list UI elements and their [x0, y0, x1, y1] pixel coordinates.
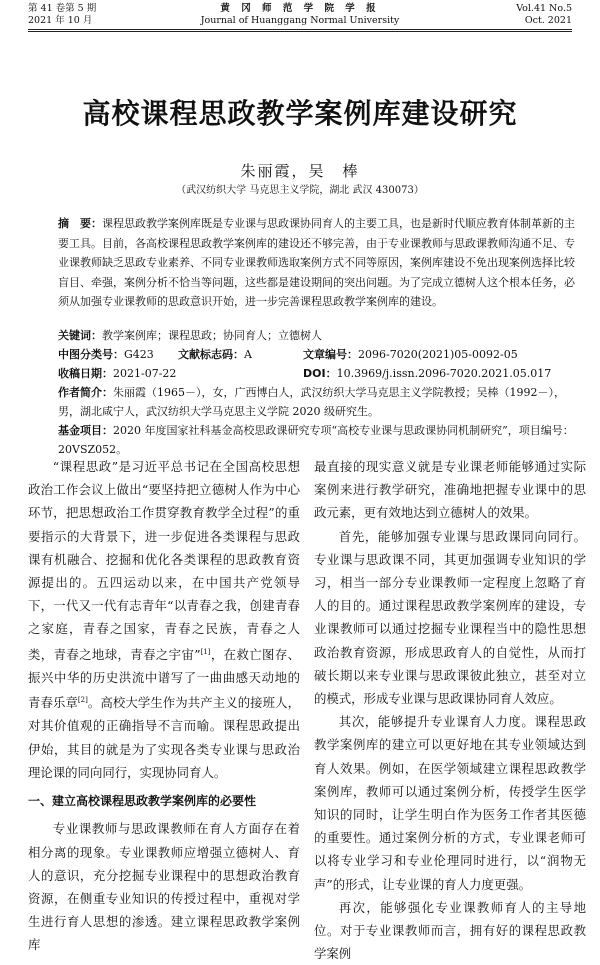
- paragraph: [28, 455, 300, 784]
- date-cn: 2021 年 10 月: [28, 15, 93, 26]
- author-bio-text: 朱丽霞（1965－），女，广西博白人，武汉纺织大学马克思主义学院教授；吴棒（1992－），男，湖北咸宁人，武汉纺织大学马克思主义学院 2020 级研究生。: [58, 386, 565, 418]
- keywords-label: 关键词：: [58, 329, 102, 342]
- paragraph: 再次，能够强化专业课教师育人的主导地位。对于专业课教师而言，拥有好的课程思政教学案例: [314, 899, 586, 962]
- header-right: [516, 3, 572, 27]
- abstract-text: 课程思政教学案例库既是专业课与思政课协同育人的主要工具，也是新时代顺应教育体制革新的主要工具。目前，各高校课程思政教学案例库的建设还不够完善，由于专业课教师与思政课教师沟通不足、专业课教师缺乏思政专业素养、不同专业课教师选取案例方式不同等原因，案例库建设不免出现案例选择比较盲目、牵强，案例分析不恰当等问题，这些都是建设期间的突出问题。为了完成立德树人这个根本任务，必须从加强专业课教师的思政意识开始，进一步完善课程思政教学案例库的建设。: [58, 217, 575, 308]
- header-rule-thin: [28, 31, 572, 32]
- author-bio: [58, 383, 582, 421]
- author-bio-label: 作者简介：: [58, 386, 113, 399]
- abstract-label: 摘 要：: [58, 217, 102, 230]
- received-row: [58, 364, 582, 383]
- fund-text: 2020 年度国家社科基金高校思政课研究专项“高校专业课与思政课协同机制研究”，项目编号：20VSZ052。: [58, 424, 574, 456]
- paragraph-text: ，在救亡图存、振兴中华的历史洪流中谱写了一曲曲感天动地的青春乐章: [28, 646, 300, 711]
- date-en: Oct. 2021: [524, 15, 572, 26]
- code-label: 文献标志码：: [178, 348, 244, 361]
- running-header: [0, 0, 600, 30]
- citation: [1]: [200, 647, 211, 656]
- abstract: [58, 214, 582, 312]
- paragraph: 首先，能够加强专业课与思政课同向同行。专业课与思政课不同，其更加强调专业知识的学习，相当一部分专业课教师一定程度上忽略了育人的目的。通过课程思政教学案例库的建设，专业课教师可以通过挖掘专业课程当中的隐性思想政治教育资源，形成思政育人的自觉性，从而打破长期以来专业课与思政课彼此独立，甚至对立的模式，形成专业课与思政课协同育人效应。: [314, 528, 586, 707]
- clc-value: G423: [124, 348, 154, 361]
- paper-title: 高校课程思政教学案例库建设研究: [82, 97, 518, 130]
- keywords-text: 教学案例库；课程思政；协同育人；立德树人: [102, 329, 322, 342]
- body-column-right: [314, 455, 586, 965]
- keywords-row: [58, 326, 582, 345]
- received-label: 收稿日期：: [58, 367, 113, 380]
- journal-name-cn: 黄 冈 师 范 学 院 学 报: [220, 3, 380, 14]
- clc-label: 中图分类号：: [58, 348, 124, 361]
- citation: [2]: [77, 696, 88, 705]
- volume-cn: 第 41 卷第 5 期: [28, 3, 97, 14]
- paragraph: 其次，能够提升专业课育人力度。课程思政教学案例库的建立可以更好地在其专业领域达到育人效果。例如，在医学领域建立课程思政教学案例库，教师可以通过案例分析，传授学生医学知识的同时，让学生明白作为医务工作者其医德的重要性。通过案例分析的方式，专业课老师可以将专业学习和专业伦理同时进行，以“润物无声”的形式，让专业课的育人力度更强。: [314, 714, 586, 892]
- body-column-left: [28, 455, 300, 957]
- paper-authors: 朱丽霞，吴 棒: [240, 162, 360, 180]
- author-affiliation: （武汉纺织大学 马克思主义学院，湖北 武汉 430073）: [176, 185, 424, 196]
- article-metadata: [58, 326, 582, 459]
- classification-row: [58, 345, 582, 364]
- article-no-label: 文章编号：: [303, 348, 358, 361]
- section-heading: 一、建立高校课程思政教学案例库的必要性: [28, 794, 257, 809]
- fund-label: 基金项目：: [58, 424, 113, 437]
- article-no-value: 2096-7020(2021)05-0092-05: [358, 348, 518, 361]
- paragraph: 专业课教师与思政课教师在育人方面存在着相分离的现象。专业课教师应增强立德树人、育人的意识，充分挖掘专业课程中的思想政治教育资源，在侧重专业知识的传授过程中，重视对学生进行育人思想的渗透。建立课程思政教学案例库: [28, 821, 300, 953]
- paragraph-text: “课程思政”是习近平总书记在全国高校思想政治工作会议上做出“要坚持把立德树人作为中心环节，把思想政治工作贯穿教育教学全过程”的重要指示的大背景下，进一步促进各类课程与思政课有机融合、挖掘和优化各类课程的思政教育资源提出的。五四运动以来，在中国共产党领导下，一代又一代有志青年“以青春之我，创建青春之家庭，青春之国家，青春之民族，青春之人类，青春之地球，青春之宇宙”: [28, 459, 300, 662]
- header-rule: [28, 29, 572, 30]
- volume-en: Vol.41 No.5: [516, 3, 572, 14]
- received-value: 2021-07-22: [113, 367, 177, 380]
- paragraph: 最直接的现实意义就是专业课老师能够通过实际案例来进行教学研究，准确地把握专业课中的思政元素，更有效地达到立德树人的效果。: [314, 459, 586, 521]
- journal-name-en: Journal of Huanggang Normal University: [200, 15, 400, 26]
- code-value: A: [244, 348, 252, 361]
- doi-label: DOI：: [303, 367, 337, 380]
- fund: [58, 421, 582, 459]
- doi-value: 10.3969/j.issn.2096-7020.2021.05.017: [336, 367, 552, 380]
- paragraph-text: 。高校大学生作为共产主义的接班人，对其价值观的正确指导不言而喻。课程思政提出伊始，其目的就是为了实现各类专业课与思政治理论课的同向同行，实现协同育人。: [28, 695, 301, 780]
- header-center: [0, 3, 600, 27]
